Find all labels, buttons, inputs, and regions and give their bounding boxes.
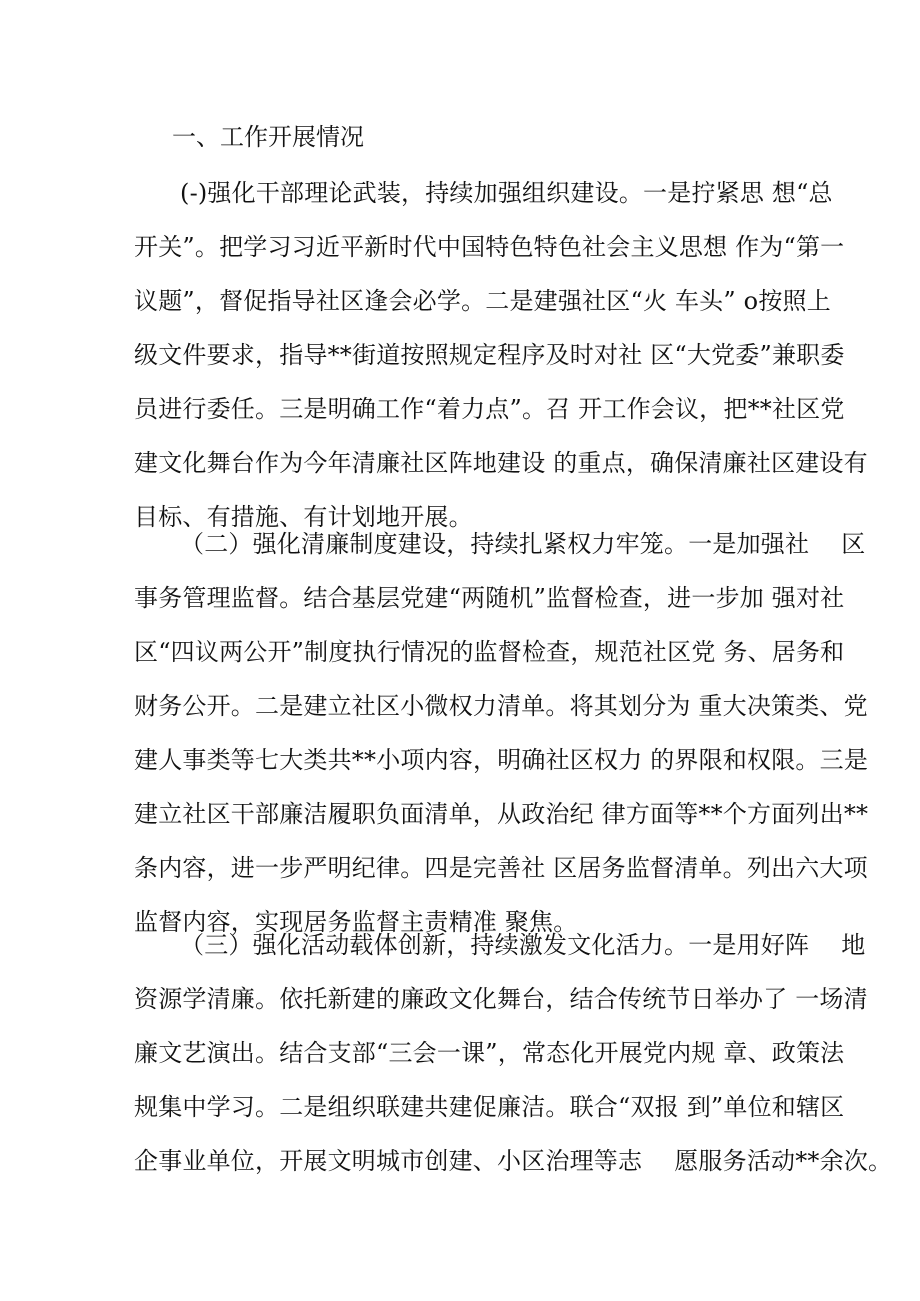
paragraph-line: 区“四议两公开”制度执行情况的监督检查，规范社区党 务、居务和 xyxy=(134,638,845,666)
paragraph-line: 级文件要求，指导**街道按照规定程序及时对社 区“大党委”兼职委 xyxy=(134,341,845,369)
paragraph-line: 建人事类等七大类共**小项内容，明确社区权力 的界限和权限。三是 xyxy=(134,746,869,774)
paragraph-line: 财务公开。二是建立社区小微权力清单。将其划分为 重大决策类、党 xyxy=(134,692,868,720)
paragraph-line: 目标、有措施、有计划地开展。 xyxy=(134,503,473,531)
paragraph-1 xyxy=(134,176,868,554)
section-heading: 一、工作开展情况 xyxy=(172,123,364,151)
paragraph-line: 员进行委任。三是明确工作“着力点”。召 开工作会议，把**社区党 xyxy=(134,395,845,423)
paragraph-2 xyxy=(134,527,869,959)
paragraph-line: 企事业单位，开展文明城市创建、小区治理等志 愿服务活动**余次。 xyxy=(134,1147,893,1175)
paragraph-line: (-)强化干部理论武装，持续加强组织建设。一是拧紧思 想“总 xyxy=(180,179,833,207)
paragraph-line: 规集中学习。二是组织联建共建促廉洁。联合“双报 到”单位和辖区 xyxy=(134,1093,845,1121)
paragraph-line: 议题”，督促指导社区逢会必学。二是建强社区“火 车头” o按照上 xyxy=(134,287,831,315)
paragraph-line: （二）强化清廉制度建设，持续扎紧权力牢笼。一是加强社 区 xyxy=(180,530,866,558)
paragraph-line: 廉文艺演出。结合支部“三会一课”，常态化开展党内规 章、政策法 xyxy=(134,1039,845,1067)
paragraph-line: 条内容，进一步严明纪律。四是完善社 区居务监督清单。列出六大项 xyxy=(134,854,868,882)
paragraph-line: 建文化舞台作为今年清廉社区阵地建设 的重点，确保清廉社区建设有 xyxy=(134,449,868,477)
paragraph-line: 事务管理监督。结合基层党建“两随机”监督检查，进一步加 强对社 xyxy=(134,584,845,612)
paragraph-line: 资源学清廉。依托新建的廉政文化舞台，结合传统节日举办了 一场清 xyxy=(134,985,868,1013)
paragraph-line: 开关”。把学习习近平新时代中国特色特色社会主义思想 作为“第一 xyxy=(134,233,845,261)
paragraph-line: 建立社区干部廉洁履职负面清单，从政治纪 律方面等**个方面列出** xyxy=(134,800,869,828)
paragraph-3 xyxy=(134,928,893,1198)
paragraph-line: 监督内容，实现居务监督主责精准 聚焦。 xyxy=(134,908,578,936)
paragraph-line: （三）强化活动载体创新，持续激发文化活力。一是用好阵 地 xyxy=(180,931,866,959)
